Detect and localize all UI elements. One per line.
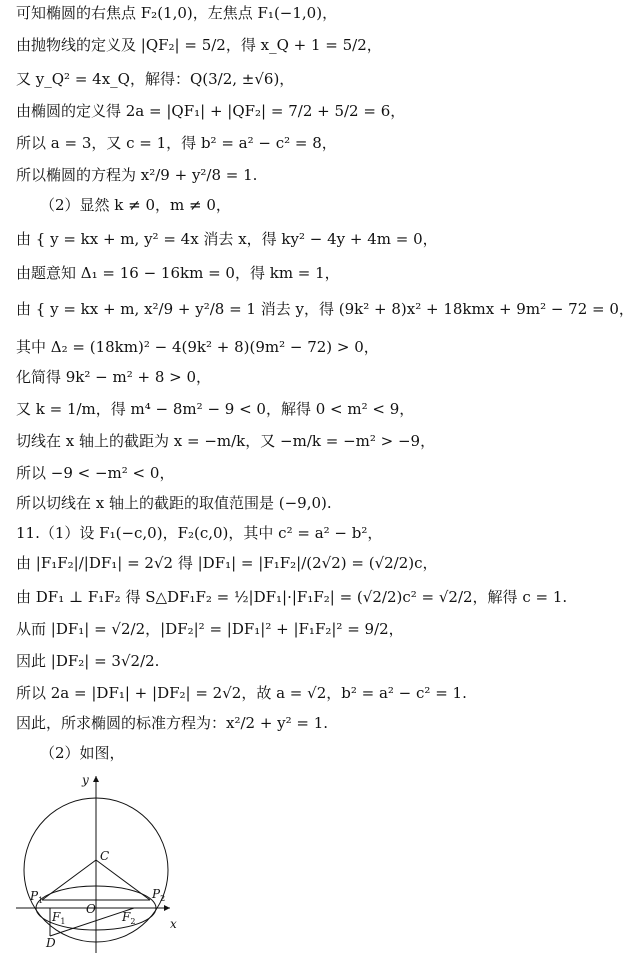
text-line: 由抛物线的定义及 |QF₂| = 5/2，得 x_Q + 1 = 5/2，: [16, 36, 382, 54]
segment-cp2: [96, 860, 150, 900]
text-line: 由椭圆的定义得 2a = |QF₁| + |QF₂| = 7/2 + 5/2 = 6，: [16, 102, 406, 120]
text-line: （2）显然 k ≠ 0，m ≠ 0，: [40, 196, 231, 214]
label-c: C: [100, 849, 110, 863]
label-y: y: [82, 773, 89, 787]
text-line: 又 k = 1/m，得 m⁴ − 8m² − 9 < 0，解得 0 < m² < 9，: [16, 400, 415, 418]
text-line: 所以椭圆的方程为 x²/9 + y²/8 = 1.: [16, 166, 258, 184]
text-line: 所以切线在 x 轴上的截距的取值范围是 (−9,0).: [16, 494, 332, 512]
label-d: D: [46, 936, 56, 950]
text-line: 可知椭圆的右焦点 F₂(1,0)，左焦点 F₁(−1,0)，: [16, 4, 338, 22]
text-line: 由 { y = kx + m, y² = 4x 消去 x，得 ky² − 4y + 4m = 0，: [16, 230, 438, 248]
text-line: （2）如图，: [40, 744, 125, 762]
text-line: 所以 −9 < −m² < 0，: [16, 464, 175, 482]
text-line: 11.（1）设 F₁(−c,0)，F₂(c,0)，其中 c² = a² − b²，: [16, 524, 383, 542]
text-line: 其中 Δ₂ = (18km)² − 4(9k² + 8)(9m² − 72) > 0，: [16, 338, 379, 356]
label-p2: $P_2$: [152, 887, 166, 903]
text-line: 因此，所求椭圆的标准方程为：x²/2 + y² = 1.: [16, 714, 329, 732]
text-line: 又 y_Q² = 4x_Q，解得：Q(3/2, ±√6)，: [16, 70, 295, 88]
label-p1: $P_1$: [30, 889, 44, 905]
label-x: x: [170, 917, 177, 931]
text-line: 由 { y = kx + m, x²/9 + y²/8 = 1 消去 y，得 (9k² + 8)x² + 18kmx + 9m² − 72 = 0，: [16, 300, 634, 318]
label-o: O: [86, 902, 96, 916]
text-line: 由 DF₁ ⊥ F₁F₂ 得 S△DF₁F₂ = ½|DF₁|·|F₁F₂| = (√2/2)c² = √2/2，解得 c = 1.: [16, 588, 568, 606]
text-line: 由题意知 Δ₁ = 16 − 16km = 0，得 km = 1，: [16, 264, 340, 282]
text-line: 从而 |DF₁| = √2/2，|DF₂|² = |DF₁|² + |F₁F₂|² = 9/2，: [16, 620, 404, 638]
label-f1: $F_1$: [52, 910, 66, 926]
label-f2: $F_2$: [122, 910, 136, 926]
text-line: 所以 a = 3，又 c = 1，得 b² = a² − c² = 8，: [16, 134, 337, 152]
segment-cp1: [42, 860, 96, 900]
text-line: 切线在 x 轴上的截距为 x = −m/k，又 −m/k = −m² > −9，: [16, 432, 436, 450]
text-line: 所以 2a = |DF₁| + |DF₂| = 2√2，故 a = √2，b² = a² − c² = 1.: [16, 684, 467, 702]
text-line: 因此 |DF₂| = 3√2/2.: [16, 652, 160, 670]
text-line: 化简得 9k² − m² + 8 > 0，: [16, 368, 212, 386]
ellipse-circle-figure: [10, 768, 210, 958]
text-line: 由 |F₁F₂|/|DF₁| = 2√2 得 |DF₁| = |F₁F₂|/(2√2) = (√2/2)c，: [16, 554, 438, 572]
